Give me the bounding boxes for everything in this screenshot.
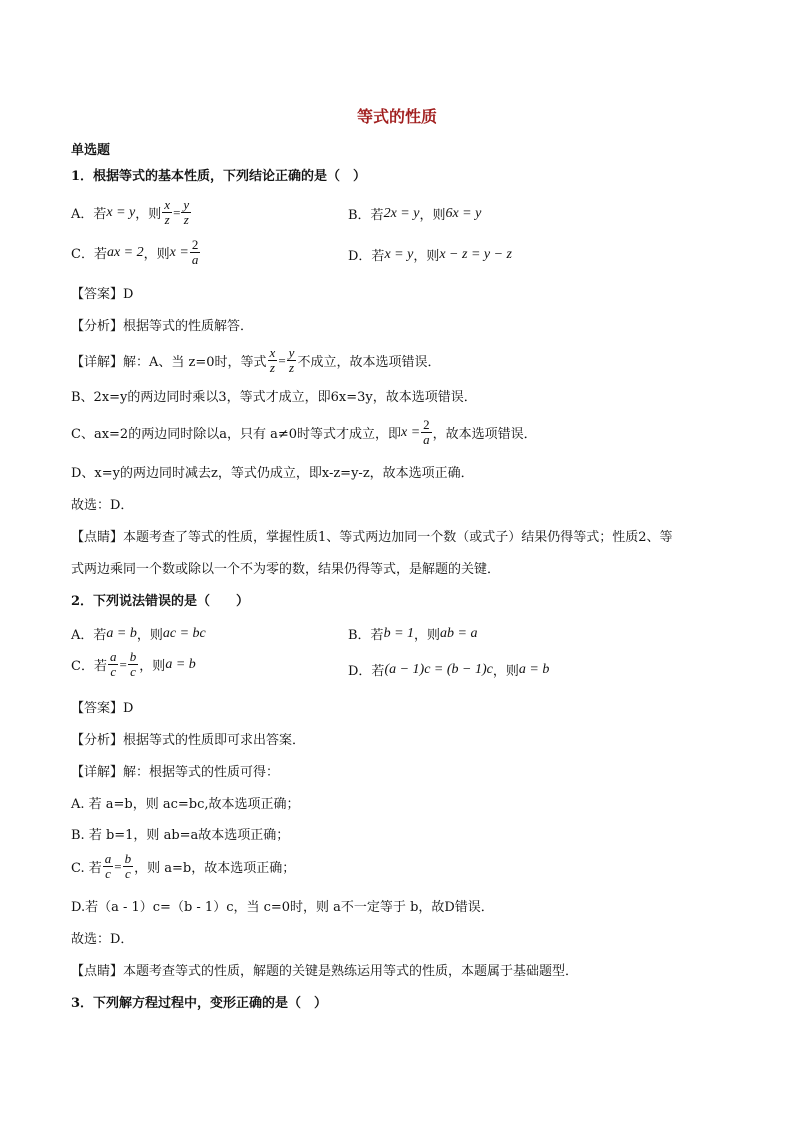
q2-detail-c: C. 若 $\frac{a}{c}$ = $\frac{b}{c}$ ，则 a=b，故本选项正确； [71, 851, 296, 881]
q1-comment-line-1: 【点睛】本题考查了等式的性质，掌握性质1、等式两边加同一个数（或式子）结果仍得等式；性质2、等 [71, 530, 673, 545]
q1-detail-b: B、2x=y的两边同时乘以3，等式才成立，即6x=3y，故本选项错误． [71, 390, 477, 405]
q2-detail-b: B. 若 b=1，则 ab=a故本选项正确； [71, 828, 290, 843]
q2-option-a: A．若 a = b ，则 ac = bc [71, 625, 206, 643]
q2-detail-d: D.若（a - 1）c=（b - 1）c，当 c=0时，则 a不一定等于 b，故D错误． [71, 900, 494, 915]
q2-detail-a: A. 若 a=b，则 ac=bc,故本选项正确； [71, 797, 300, 812]
q2-analysis: 【分析】根据等式的性质即可求出答案． [71, 733, 306, 748]
section-heading: 单选题 [71, 143, 111, 158]
question-2-stem: 2．下列说法错误的是（ ） [71, 594, 250, 609]
q2-answer: 【答案】D [71, 701, 134, 716]
fraction: $\frac{y}{z}$ [288, 345, 295, 375]
fraction: $\frac{b}{c}$ [129, 649, 137, 679]
fraction: $\frac{x}{z}$ [269, 345, 276, 375]
question-1-stem: 1．根据等式的基本性质，下列结论正确的是（ ） [71, 169, 367, 184]
q1-option-c: C．若 ax = 2 ，则 x = $\frac{2}{a}$ [71, 237, 199, 267]
question-3-stem: 3．下列解方程过程中，变形正确的是（ ） [71, 996, 328, 1011]
fraction: $\frac{y}{z}$ [183, 197, 190, 227]
q2-option-c: C．若 $\frac{a}{c}$ = $\frac{b}{c}$ ，则 a = b [71, 649, 196, 679]
q2-choice: 故选：D． [71, 932, 134, 947]
q1-option-a: A．若 x = y ，则 $\frac{x}{z}$ = $\frac{y}{z}$ [71, 197, 190, 227]
q1-choice: 故选：D． [71, 498, 134, 513]
q2-option-d: D．若 (a − 1)c = (b − 1)c ，则 a = b [348, 661, 550, 679]
q2-detail: 【详解】解：根据等式的性质可得： [71, 765, 280, 780]
fraction: $\frac{2}{a}$ [423, 417, 430, 447]
page-title: 等式的性质 [356, 107, 437, 126]
q1-comment-line-2: 式两边乘同一个数或除以一个不为零的数，结果仍得等式，是解题的关键． [71, 562, 501, 577]
q1-detail-d: D、x=y的两边同时减去z，等式仍成立，即x-z=y-z，故本选项正确． [71, 466, 474, 481]
fraction: $\frac{b}{c}$ [124, 851, 132, 881]
q1-detail-c: C、ax=2的两边同时除以a，只有 a≠0时等式才成立，即 x = $\frac{2}{a}$ ，故本选项错误． [71, 417, 537, 447]
q1-detail-a: 【详解】解：A、当 z=0时，等式 $\frac{x}{z}$ = $\frac{y}{z}$ 不成立，故本选项错误． [71, 345, 441, 375]
q1-option-d: D．若 x = y ，则 x − z = y − z [348, 246, 512, 264]
q1-answer: 【答案】D [71, 287, 134, 302]
fraction: $\frac{2}{a}$ [191, 237, 199, 267]
fraction: $\frac{a}{c}$ [104, 851, 112, 881]
q2-comment: 【点睛】本题考查等式的性质，解题的关键是熟练运用等式的性质，本题属于基础题型． [71, 964, 579, 979]
fraction: $\frac{x}{z}$ [164, 197, 171, 227]
fraction: $\frac{a}{c}$ [109, 649, 117, 679]
q2-option-b: B．若 b = 1 ，则 ab = a [348, 625, 478, 643]
q1-option-b: B．若 2x = y ，则 6x = y [348, 205, 482, 223]
q1-analysis: 【分析】根据等式的性质解答． [71, 319, 254, 334]
